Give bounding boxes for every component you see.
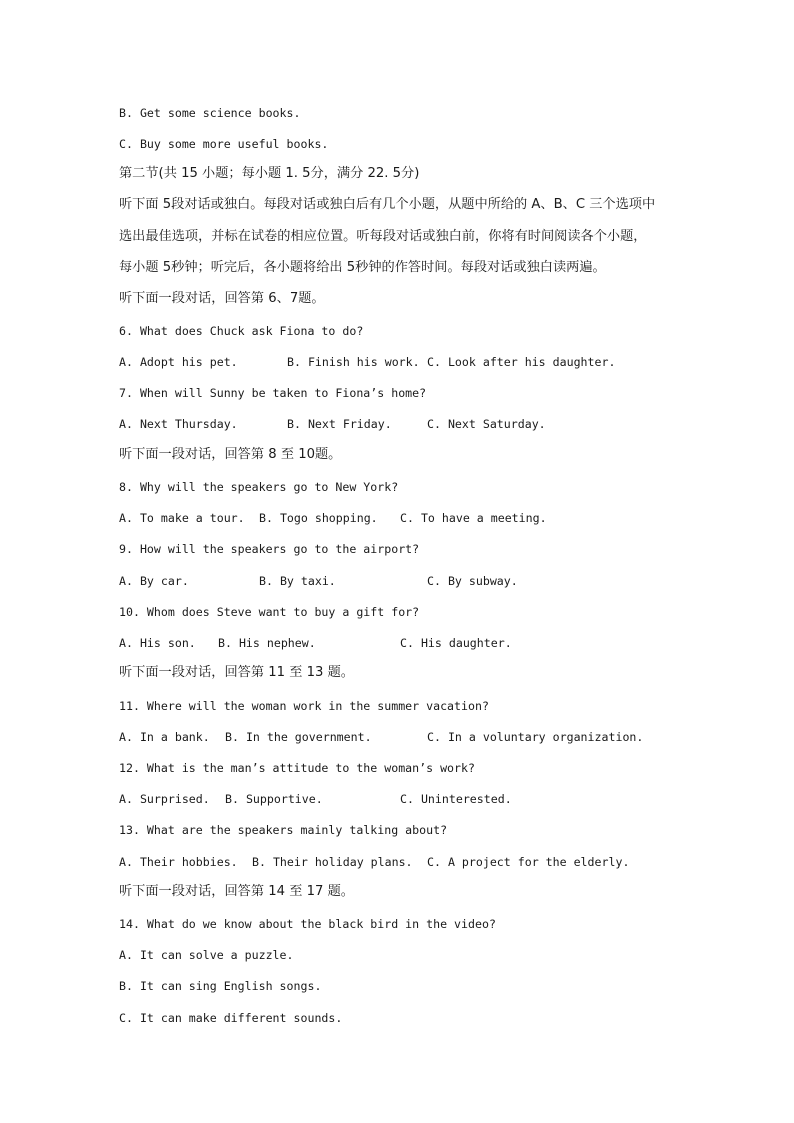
q11-option-b: B. In the government. [225, 730, 372, 744]
question-11: 11. Where will the woman work in the summer vacation? [119, 699, 489, 713]
q7-option-a: A. Next Thursday. [119, 417, 238, 431]
question-6: 6. What does Chuck ask Fiona to do? [119, 324, 364, 338]
group-heading: 听下面一段对话，回答第 8 至 10题。 [119, 447, 342, 462]
q11-option-a: A. In a bank. [119, 730, 210, 744]
q7-option-c: C. Next Saturday. [427, 417, 546, 431]
question-10: 10. Whom does Steve want to buy a gift for? [119, 605, 420, 619]
instructions-line: 选出最佳选项，并标在试卷的相应位置。听每段对话或独白前，你将有时间阅读各个小题， [119, 229, 647, 244]
q13-option-b: B. Their holiday plans. [252, 855, 413, 869]
q8-option-b: B. Togo shopping. [259, 511, 378, 525]
q7-option-b: B. Next Friday. [287, 417, 392, 431]
option-text: C. Buy some more useful books. [119, 137, 329, 151]
question-7: 7. When will Sunny be taken to Fiona’s home? [119, 386, 427, 400]
q11-option-c: C. In a voluntary organization. [427, 730, 644, 744]
q10-option-a: A. His son. [119, 636, 196, 650]
q9-option-b: B. By taxi. [259, 574, 336, 588]
q12-option-a: A. Surprised. [119, 792, 210, 806]
q14-option-a: A. It can solve a puzzle. [119, 948, 294, 962]
q9-option-a: A. By car. [119, 574, 189, 588]
q14-option-c: C. It can make different sounds. [119, 1011, 343, 1025]
q13-option-a: A. Their hobbies. [119, 855, 238, 869]
q8-option-c: C. To have a meeting. [400, 511, 547, 525]
q10-option-b: B. His nephew. [218, 636, 316, 650]
q8-option-a: A. To make a tour. [119, 511, 245, 525]
q6-option-a: A. Adopt his pet. [119, 355, 238, 369]
instructions-line: 听下面 5段对话或独白。每段对话或独白后有几个小题，从题中所给的 A、B、C 三个选项中 [119, 197, 656, 212]
section-title: 第二节(共 15 小题；每小题 1. 5分，满分 22. 5分) [119, 166, 420, 181]
group-heading: 听下面一段对话，回答第 14 至 17 题。 [119, 884, 354, 899]
q12-option-c: C. Uninterested. [400, 792, 512, 806]
question-12: 12. What is the man’s attitude to the woman’s work? [119, 761, 475, 775]
q10-option-c: C. His daughter. [400, 636, 512, 650]
group-heading: 听下面一段对话，回答第 6、7题。 [119, 291, 325, 306]
question-9: 9. How will the speakers go to the airport? [119, 542, 420, 556]
question-14: 14. What do we know about the black bird in the video? [119, 917, 496, 931]
option-text: B. Get some science books. [119, 106, 301, 120]
question-8: 8. Why will the speakers go to New York? [119, 480, 399, 494]
q12-option-b: B. Supportive. [225, 792, 323, 806]
instructions-line: 每小题 5秒钟；听完后，各小题将给出 5秒钟的作答时间。每段对话或独白读两遍。 [119, 260, 606, 275]
q13-option-c: C. A project for the elderly. [427, 855, 630, 869]
q6-option-b: B. Finish his work. [287, 355, 420, 369]
question-13: 13. What are the speakers mainly talking about? [119, 823, 448, 837]
group-heading: 听下面一段对话，回答第 11 至 13 题。 [119, 665, 354, 680]
q14-option-b: B. It can sing English songs. [119, 979, 322, 993]
q9-option-c: C. By subway. [427, 574, 518, 588]
q6-option-c: C. Look after his daughter. [427, 355, 616, 369]
